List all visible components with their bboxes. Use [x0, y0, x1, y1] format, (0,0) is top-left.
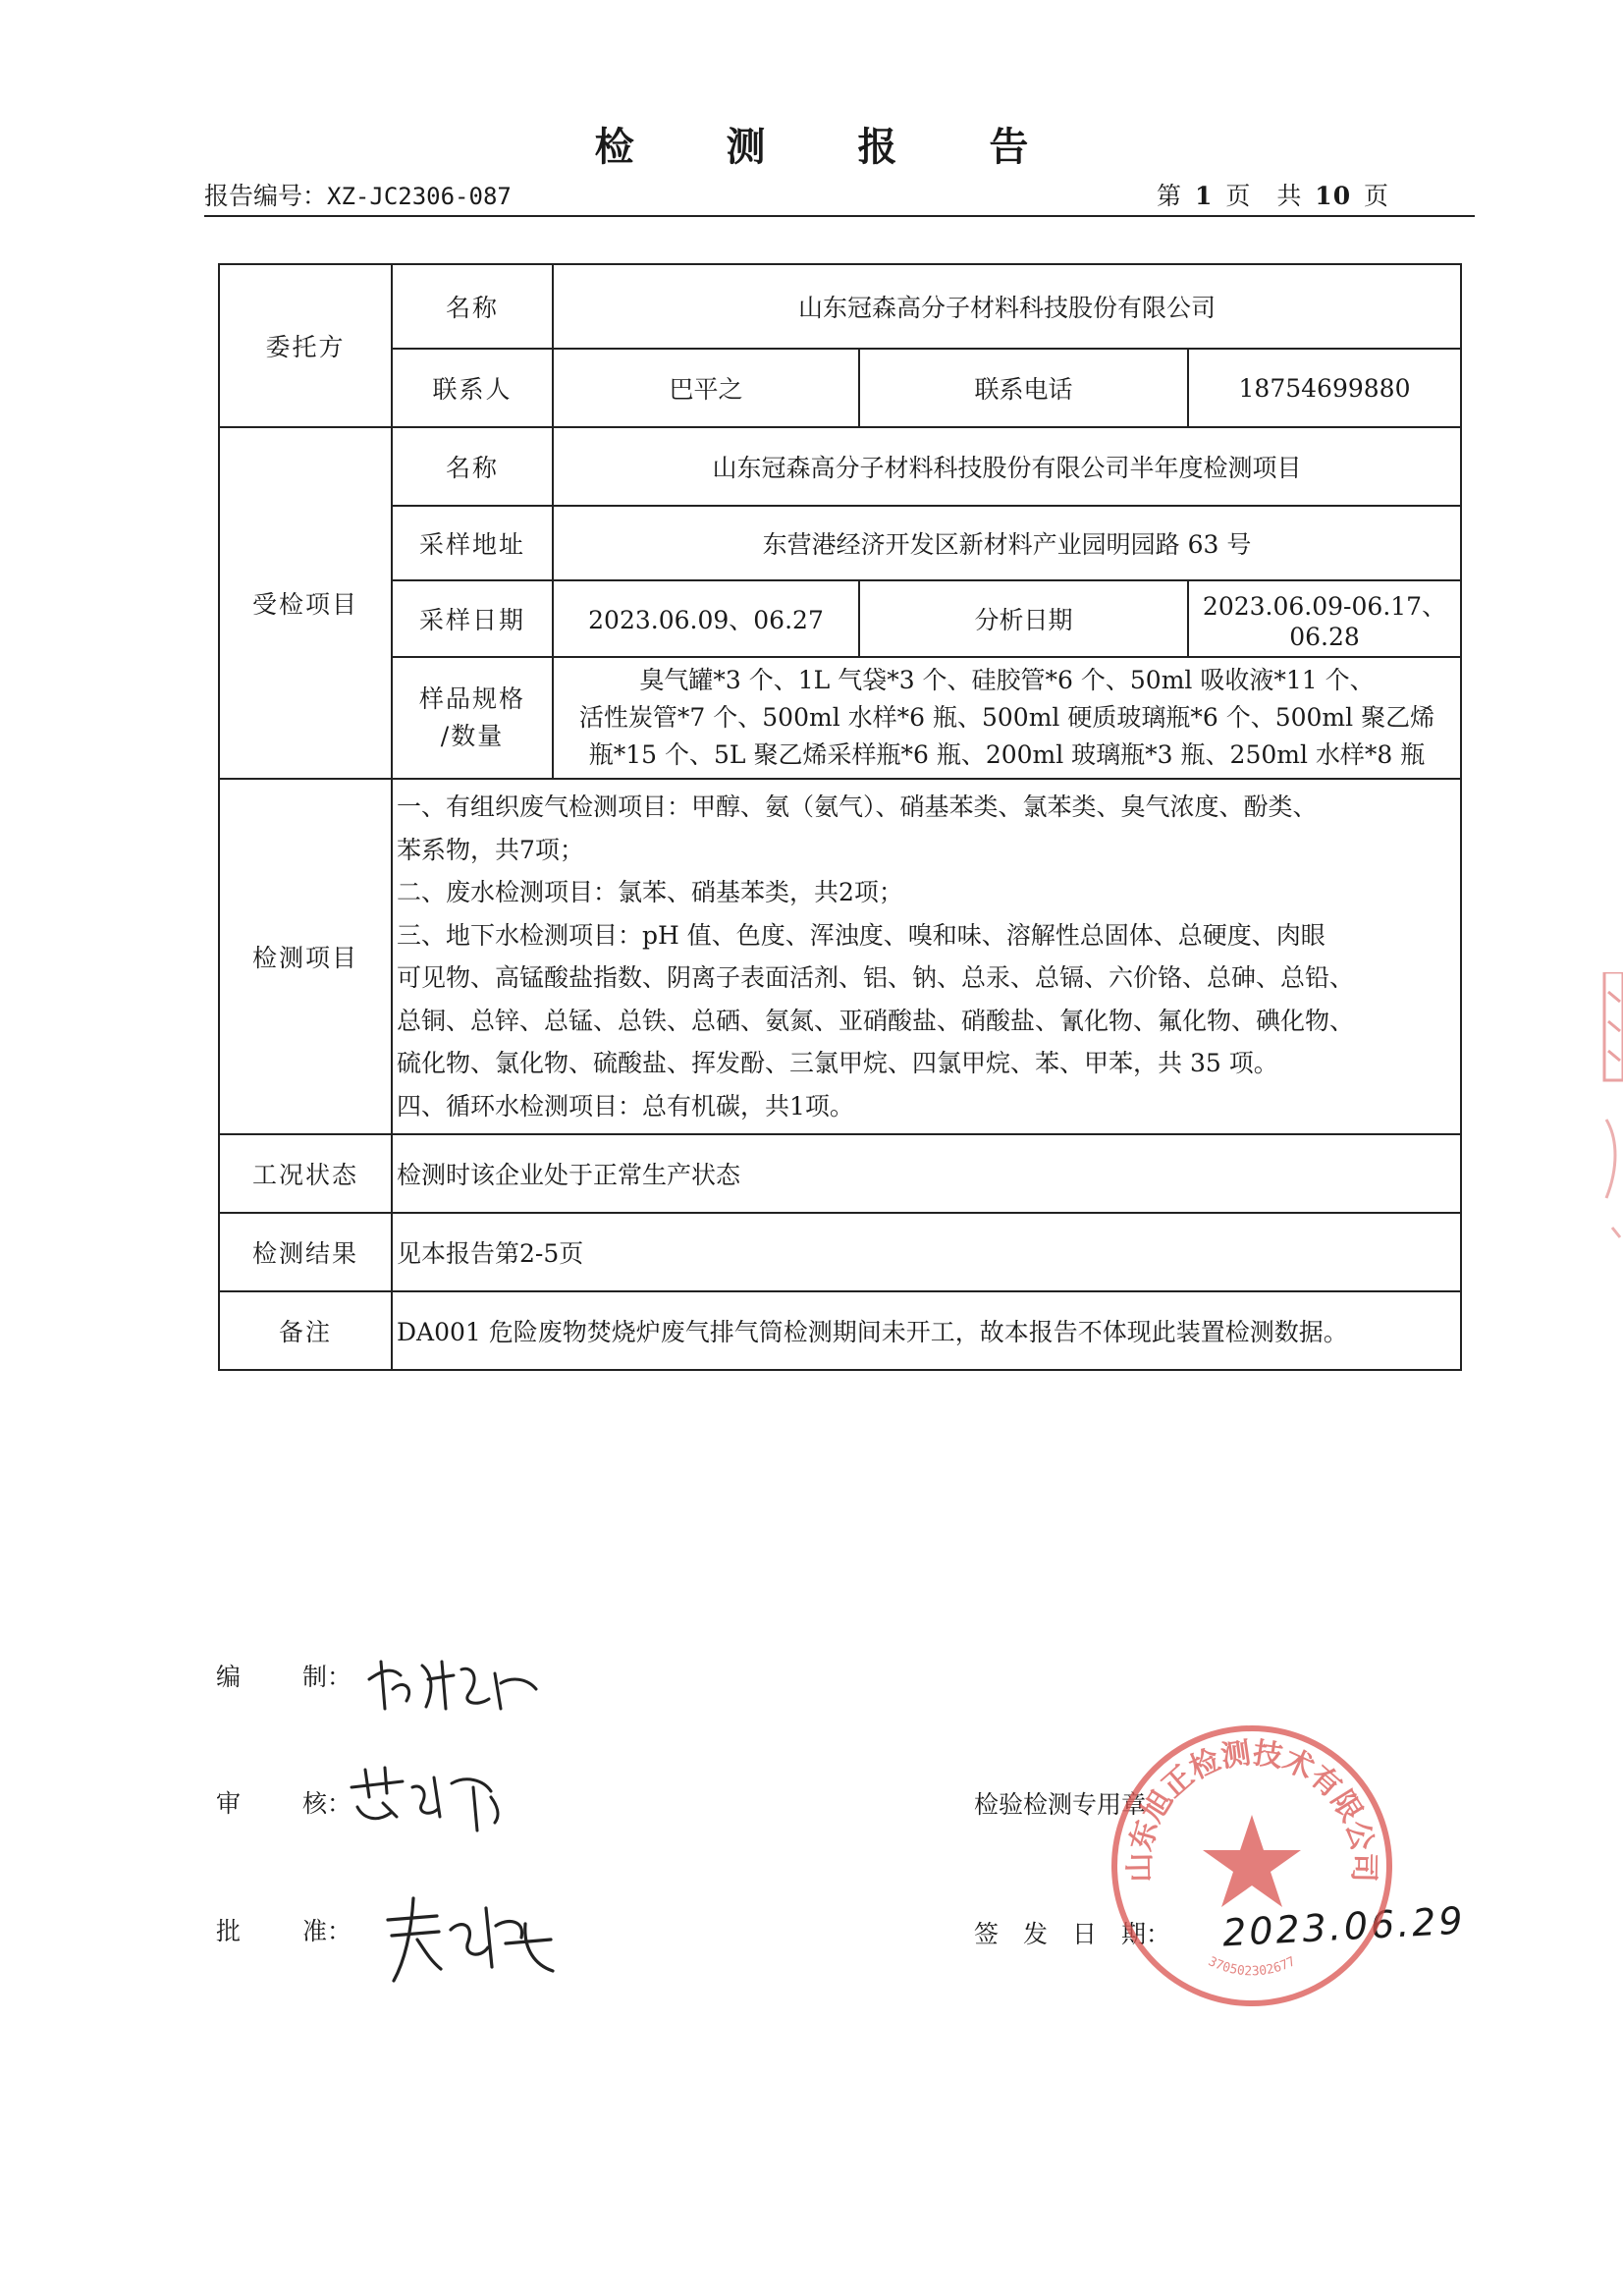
report-number-value: XZ-JC2306-087: [327, 183, 512, 210]
project-name-label: 名称: [392, 427, 553, 506]
edge-seal-fragment: [1598, 972, 1623, 1286]
review-label: 审 核：: [216, 1789, 352, 1818]
report-number: [204, 177, 512, 212]
test-item-line: 可见物、高锰酸盐指数、阴离子表面活剂、铝、钠、总汞、总镉、六价铬、总砷、总铅、: [397, 963, 1355, 992]
contact-label: 联系人: [392, 349, 553, 427]
spec-line: 臭气罐*3 个、1L 气袋*3 个、硅胶管*6 个、50ml 吸收液*11 个、: [639, 666, 1375, 694]
date-row: [219, 580, 1461, 657]
official-seal-stamp: [1105, 1719, 1399, 2013]
sample-spec: [553, 657, 1461, 779]
report-info-table: [218, 263, 1462, 1371]
compiler-signature: [363, 1650, 550, 1719]
status-row: [219, 1134, 1461, 1213]
test-item-line: 硫化物、氯化物、硫酸盐、挥发酚、三氯甲烷、四氯甲烷、苯、甲苯，共 35 项。: [397, 1049, 1278, 1077]
result-label: 检测结果: [219, 1213, 392, 1291]
svg-text:370502302677: [1206, 1954, 1298, 1979]
spec-line: 瓶*15 个、5L 聚乙烯采样瓶*6 瓶、200ml 玻璃瓶*3 瓶、250ml 水样*8 瓶: [588, 740, 1426, 769]
test-item-line: 苯系物，共7项；: [397, 835, 584, 864]
remark-row: [219, 1291, 1461, 1370]
compile-label: 编 制：: [216, 1663, 352, 1691]
project-name: 山东冠森高分子材料科技股份有限公司半年度检测项目: [553, 427, 1461, 506]
result-value: 见本报告第2-5页: [392, 1213, 1461, 1291]
sample-date: 2023.06.09、06.27: [553, 580, 859, 657]
header-rule: [204, 215, 1475, 217]
test-item-line: 四、循环水检测项目：总有机碳，共1项。: [397, 1091, 854, 1121]
seal-label: 检验检测专用章: [974, 1790, 1147, 1819]
reviewer-signature: [344, 1758, 520, 1836]
client-name: 山东冠森高分子材料科技股份有限公司: [553, 264, 1461, 349]
remark-label: 备注: [219, 1291, 392, 1370]
remark-value: DA001 危险废物焚烧炉废气排气筒检测期间未开工，故本报告不体现此装置检测数据。: [392, 1291, 1461, 1370]
result-row: [219, 1213, 1461, 1291]
issue-date-label: 签 发 日 期：: [974, 1920, 1171, 1948]
page-indicator: 第 1 页 共 10 页: [1157, 182, 1390, 210]
contact-name: 巴平之: [553, 349, 859, 427]
phone-label: 联系电话: [859, 349, 1188, 427]
sample-address: 东营港经济开发区新材料产业园明园路 63 号: [553, 506, 1461, 580]
test-item-line: 二、废水检测项目：氯苯、硝基苯类，共2项；: [397, 878, 903, 906]
client-contact-row: [219, 349, 1461, 427]
report-number-label: 报告编号：: [204, 182, 328, 210]
test-items: [392, 779, 1461, 1134]
sample-spec-row: [219, 657, 1461, 779]
seal-arc-text: 山东旭正检测技术有限公司: [1122, 1735, 1381, 1883]
client-section-label: 委托方: [219, 264, 392, 427]
status-value: 检测时该企业处于正常生产状态: [392, 1134, 1461, 1213]
sample-spec-label: 样品规格 /数量: [392, 657, 553, 779]
approve-label: 批 准：: [216, 1917, 352, 1945]
project-section-label: 受检项目: [219, 427, 392, 779]
sample-date-label: 采样日期: [392, 580, 553, 657]
sample-address-row: [219, 506, 1461, 580]
test-items-label: 检测项目: [219, 779, 392, 1134]
sample-address-label: 采样地址: [392, 506, 553, 580]
analysis-date-label: 分析日期: [859, 580, 1188, 657]
approver-signature: [378, 1890, 574, 1989]
total-pages: 10: [1315, 182, 1352, 210]
project-name-row: [219, 427, 1461, 506]
test-item-line: 三、地下水检测项目：pH 值、色度、浑浊度、嗅和味、溶解性总固体、总硬度、肉眼: [397, 920, 1325, 950]
test-items-row: [219, 779, 1461, 1134]
issue-date: 2023.06.29: [1221, 1898, 1467, 1955]
seal-number: 370502302677: [1206, 1954, 1298, 1980]
phone-number: 18754699880: [1188, 349, 1461, 427]
client-name-label: 名称: [392, 264, 553, 349]
status-label: 工况状态: [219, 1134, 392, 1213]
test-item-line: 总铜、总锌、总锰、总铁、总硒、氨氮、亚硝酸盐、硝酸盐、氰化物、氟化物、碘化物、: [397, 1006, 1355, 1035]
spec-line: 活性炭管*7 个、500ml 水样*6 瓶、500ml 硬质玻璃瓶*6 个、500ml 聚乙烯: [578, 703, 1435, 732]
analysis-date: 2023.06.09-06.17、06.28: [1188, 580, 1461, 657]
report-title: 检 测 报 告: [594, 124, 1068, 170]
client-name-row: [219, 264, 1461, 349]
test-item-line: 一、有组织废气检测项目：甲醇、氨（氨气）、硝基苯类、氯苯类、臭气浓度、酚类、: [397, 793, 1318, 821]
current-page: 1: [1194, 182, 1214, 210]
